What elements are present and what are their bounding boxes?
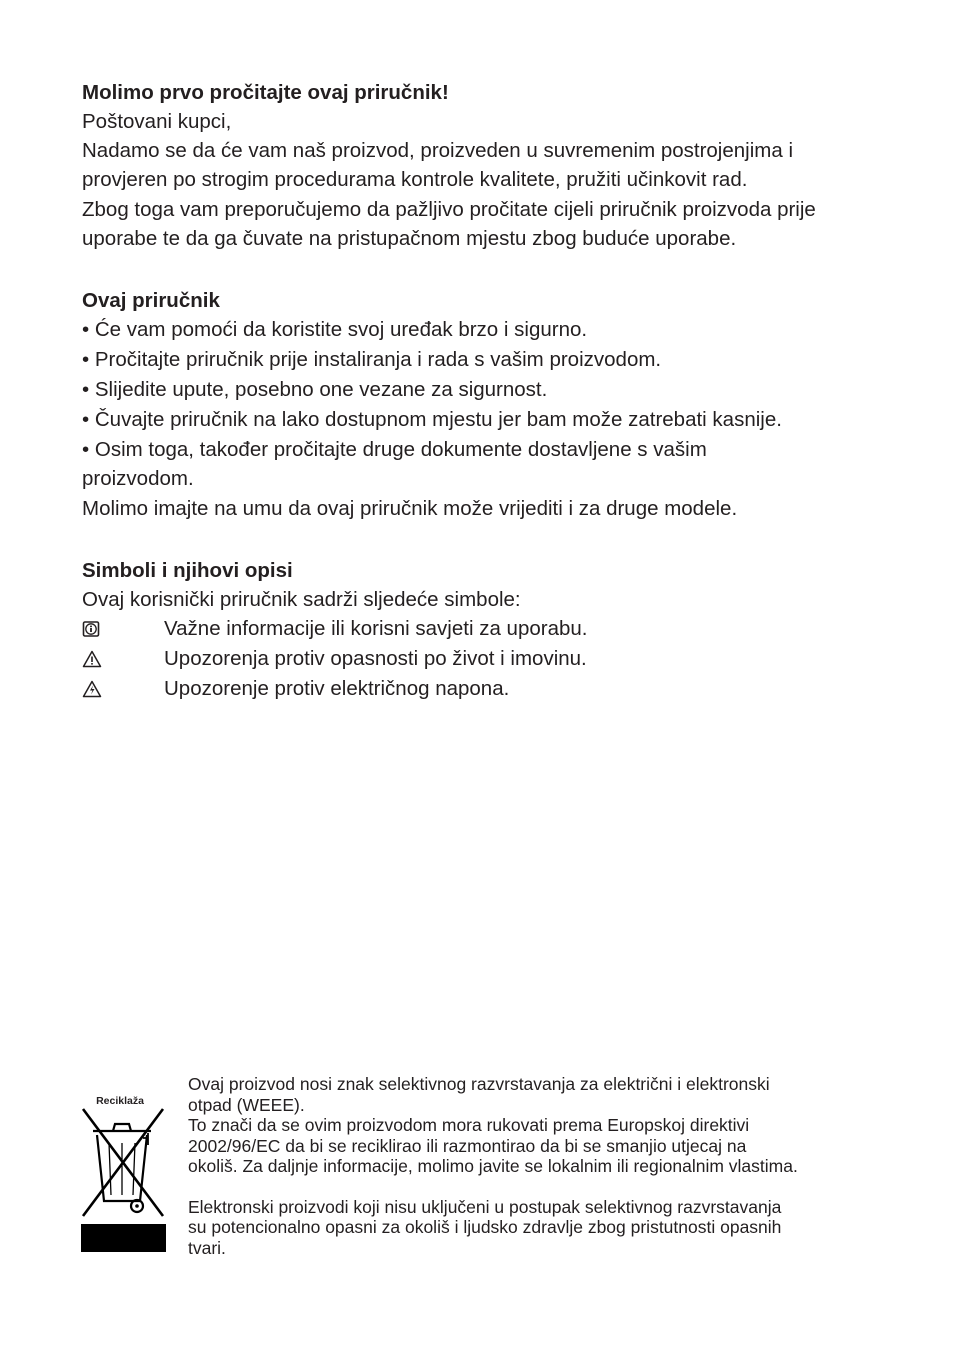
manual-bullet: • Čuvajte priručnik na lako dostupnom mjestu jer bam može zatrebati kasnije. — [82, 408, 782, 431]
manual-bullet: • Pročitajte priručnik prije instaliranja i rada s vašim proizvodom. — [82, 348, 662, 371]
recycling-symbol — [80, 1093, 168, 1253]
intro-para2-line2: uporabe te da ga čuvate na pristupačnom mjestu zbog buduće uporabe. — [82, 227, 737, 250]
weee-line: otpad (WEEE). — [188, 1094, 305, 1115]
info-icon — [82, 620, 164, 638]
intro-para1-line2: provjeren po strogim procedurama kontrole kvalitete, pružiti učinkovit rad. — [82, 168, 748, 191]
manual-bullet: • Osim toga, također pročitajte druge dokumente dostavljene s vašim — [82, 438, 707, 461]
manual-bullet: • Slijedite upute, posebno one vezane za sigurnost. — [82, 378, 548, 401]
symbol-row-warning — [82, 644, 882, 674]
symbol-row-info — [82, 614, 882, 644]
recycling-bar — [81, 1224, 166, 1252]
manual-heading: Ovaj priručnik — [82, 289, 220, 312]
intro-para1-line1: Nadamo se da će vam naš proizvod, proizveden u suvremenim postrojenjima i — [82, 139, 794, 162]
crossed-out-bin-icon — [80, 1105, 168, 1223]
weee-text — [188, 1074, 878, 1258]
weee-line: To znači da se ovim proizvodom mora rukovati prema Europskoj direktivi — [188, 1115, 750, 1135]
manual-bullet: • Će vam pomoći da koristite svoj uređak brzo i sigurno. — [82, 318, 588, 341]
weee-line: 2002/96/EC da bi se reciklirao ili razmontirao da bi se smanjio utjecaj na — [188, 1135, 747, 1156]
electric-warning-icon — [82, 680, 164, 698]
page-body — [82, 78, 882, 704]
manual-note: Molimo imajte na umu da ovaj priručnik može vrijediti i za druge modele. — [82, 497, 738, 520]
intro-para2-line1: Zbog toga vam preporučujemo da pažljivo pročitate cijeli priručnik proizvoda prije — [82, 198, 816, 221]
symbol-text-info: Važne informacije ili korisni savjeti za uporabu. — [164, 617, 588, 640]
weee-line: Ovaj proizvod nosi znak selektivnog razvrstavanja za električni i elektronski — [188, 1074, 770, 1094]
weee-line: tvari. — [188, 1237, 226, 1258]
symbol-text-electric: Upozorenje protiv električnog napona. — [164, 677, 510, 700]
symbol-text-warning: Upozorenja protiv opasnosti po život i imovinu. — [164, 647, 587, 670]
manual-bullet-continuation: proizvodom. — [82, 467, 194, 490]
weee-line: Elektronski proizvodi koji nisu uključeni u postupak selektivnog razvrstavanja — [188, 1196, 782, 1217]
recycling-label: Reciklaža — [96, 1095, 144, 1107]
weee-line: okoliš. Za daljnje informacije, molimo javite se lokalnim ili regionalnim vlastima. — [188, 1156, 798, 1176]
intro-heading: Molimo prvo pročitajte ovaj priručnik! — [82, 81, 449, 104]
symbols-heading: Simboli i njihovi opisi — [82, 559, 293, 582]
greeting: Poštovani kupci, — [82, 110, 232, 133]
symbol-row-electric — [82, 674, 882, 704]
symbols-intro: Ovaj korisnički priručnik sadrži sljedeće simbole: — [82, 588, 521, 611]
warning-icon — [82, 650, 164, 668]
weee-line: su potencionalno opasni za okoliš i ljudsko zdravlje zbog pristutnosti opasnih — [188, 1217, 782, 1237]
